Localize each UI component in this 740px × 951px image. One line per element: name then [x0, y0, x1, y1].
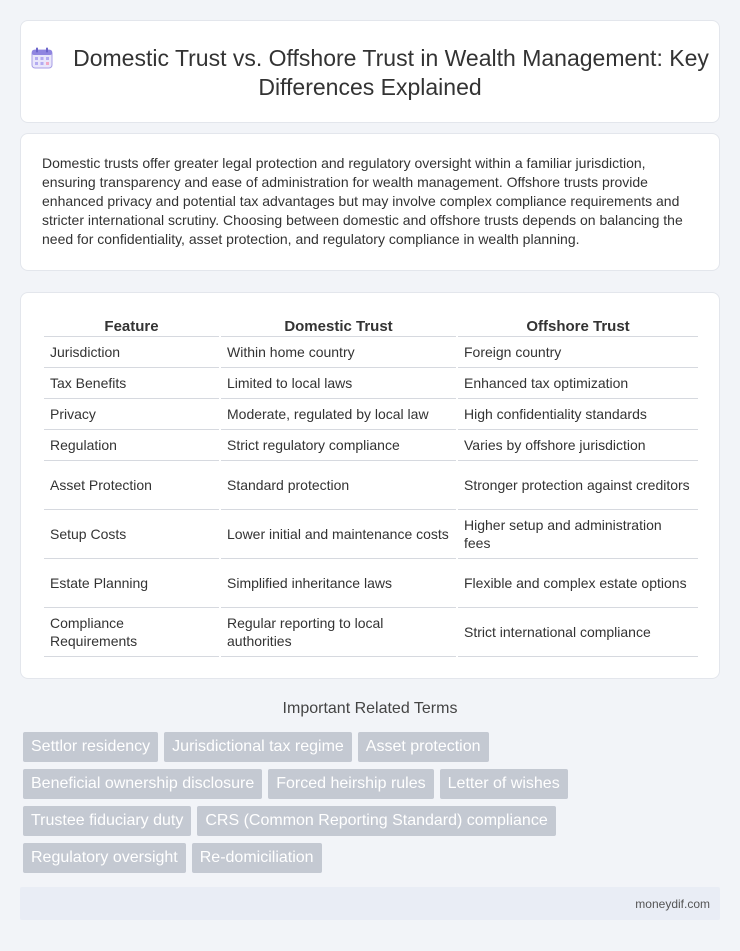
domestic-cell: Regular reporting to local authorities — [221, 608, 456, 657]
feature-cell: Asset Protection — [44, 461, 219, 510]
offshore-cell: Strict international compliance — [458, 608, 698, 657]
feature-cell: Jurisdiction — [44, 337, 219, 368]
domestic-cell: Simplified inheritance laws — [221, 559, 456, 608]
related-terms-title: Important Related Terms — [282, 700, 458, 717]
feature-cell: Regulation — [44, 430, 219, 461]
domestic-cell: Standard protection — [221, 461, 456, 510]
header-domestic-trust: Domestic Trust — [221, 317, 456, 337]
comparison-table — [42, 317, 700, 657]
offshore-cell: Flexible and complex estate options — [458, 559, 698, 608]
domestic-cell: Moderate, regulated by local law — [221, 399, 456, 430]
term-tag[interactable]: Re-domiciliation — [192, 843, 322, 873]
term-tag[interactable]: Settlor residency — [23, 732, 158, 762]
term-row — [23, 732, 583, 762]
intro-card — [20, 133, 720, 271]
offshore-cell: Varies by offshore jurisdiction — [458, 430, 698, 461]
offshore-cell: Stronger protection against creditors — [458, 461, 698, 510]
table-row — [44, 608, 698, 657]
term-tag[interactable]: Letter of wishes — [440, 769, 568, 799]
offshore-cell: Foreign country — [458, 337, 698, 368]
term-tag[interactable]: Forced heirship rules — [268, 769, 433, 799]
domestic-cell: Limited to local laws — [221, 368, 456, 399]
table-row — [44, 510, 698, 559]
offshore-cell: Higher setup and administration fees — [458, 510, 698, 559]
offshore-cell: Enhanced tax optimization — [458, 368, 698, 399]
term-row — [23, 843, 583, 873]
feature-cell: Estate Planning — [44, 559, 219, 608]
page-title-wrap — [21, 44, 719, 102]
domestic-cell: Lower initial and maintenance costs — [221, 510, 456, 559]
term-tag[interactable]: Jurisdictional tax regime — [164, 732, 352, 762]
feature-cell: Compliance Requirements — [44, 608, 219, 657]
feature-cell: Privacy — [44, 399, 219, 430]
table-row — [44, 559, 698, 608]
table-row — [44, 430, 698, 461]
term-tag[interactable]: Trustee fiduciary duty — [23, 806, 191, 836]
footer-site-link[interactable]: moneydif.com — [635, 897, 710, 911]
domestic-cell: Within home country — [221, 337, 456, 368]
related-terms-list — [23, 732, 583, 880]
page-title: Domestic Trust vs. Offshore Trust in Wealth Management: Key Differences Explained — [73, 45, 709, 100]
offshore-cell: High confidentiality standards — [458, 399, 698, 430]
term-row — [23, 769, 583, 799]
term-tag[interactable]: Asset protection — [358, 732, 489, 762]
domestic-cell: Strict regulatory compliance — [221, 430, 456, 461]
term-tag[interactable]: CRS (Common Reporting Standard) compliance — [197, 806, 555, 836]
header-offshore-trust: Offshore Trust — [458, 317, 698, 337]
comparison-table-card — [20, 292, 720, 679]
feature-cell: Setup Costs — [44, 510, 219, 559]
table-header-row — [44, 317, 698, 337]
term-row — [23, 806, 583, 836]
term-tag[interactable]: Beneficial ownership disclosure — [23, 769, 262, 799]
term-tag[interactable]: Regulatory oversight — [23, 843, 186, 873]
table-row — [44, 399, 698, 430]
title-card — [20, 20, 720, 123]
table-row — [44, 337, 698, 368]
header-feature: Feature — [44, 317, 219, 337]
intro-paragraph: Domestic trusts offer greater legal protection and regulatory oversight within a familiar jurisdiction, ensuring transparency and ease of administration for wealth management. Offshore trusts provide enhanced privacy and potential tax advantages but may involve complex compliance requirements and stricter international scrutiny. Choosing between domestic and offshore trusts depends on balancing the need for confidentiality, asset protection, and regulatory compliance in wealth planning. — [42, 155, 683, 247]
feature-cell: Tax Benefits — [44, 368, 219, 399]
calendar-icon — [31, 47, 53, 69]
footer-bar — [20, 887, 720, 920]
table-row — [44, 368, 698, 399]
table-row — [44, 461, 698, 510]
